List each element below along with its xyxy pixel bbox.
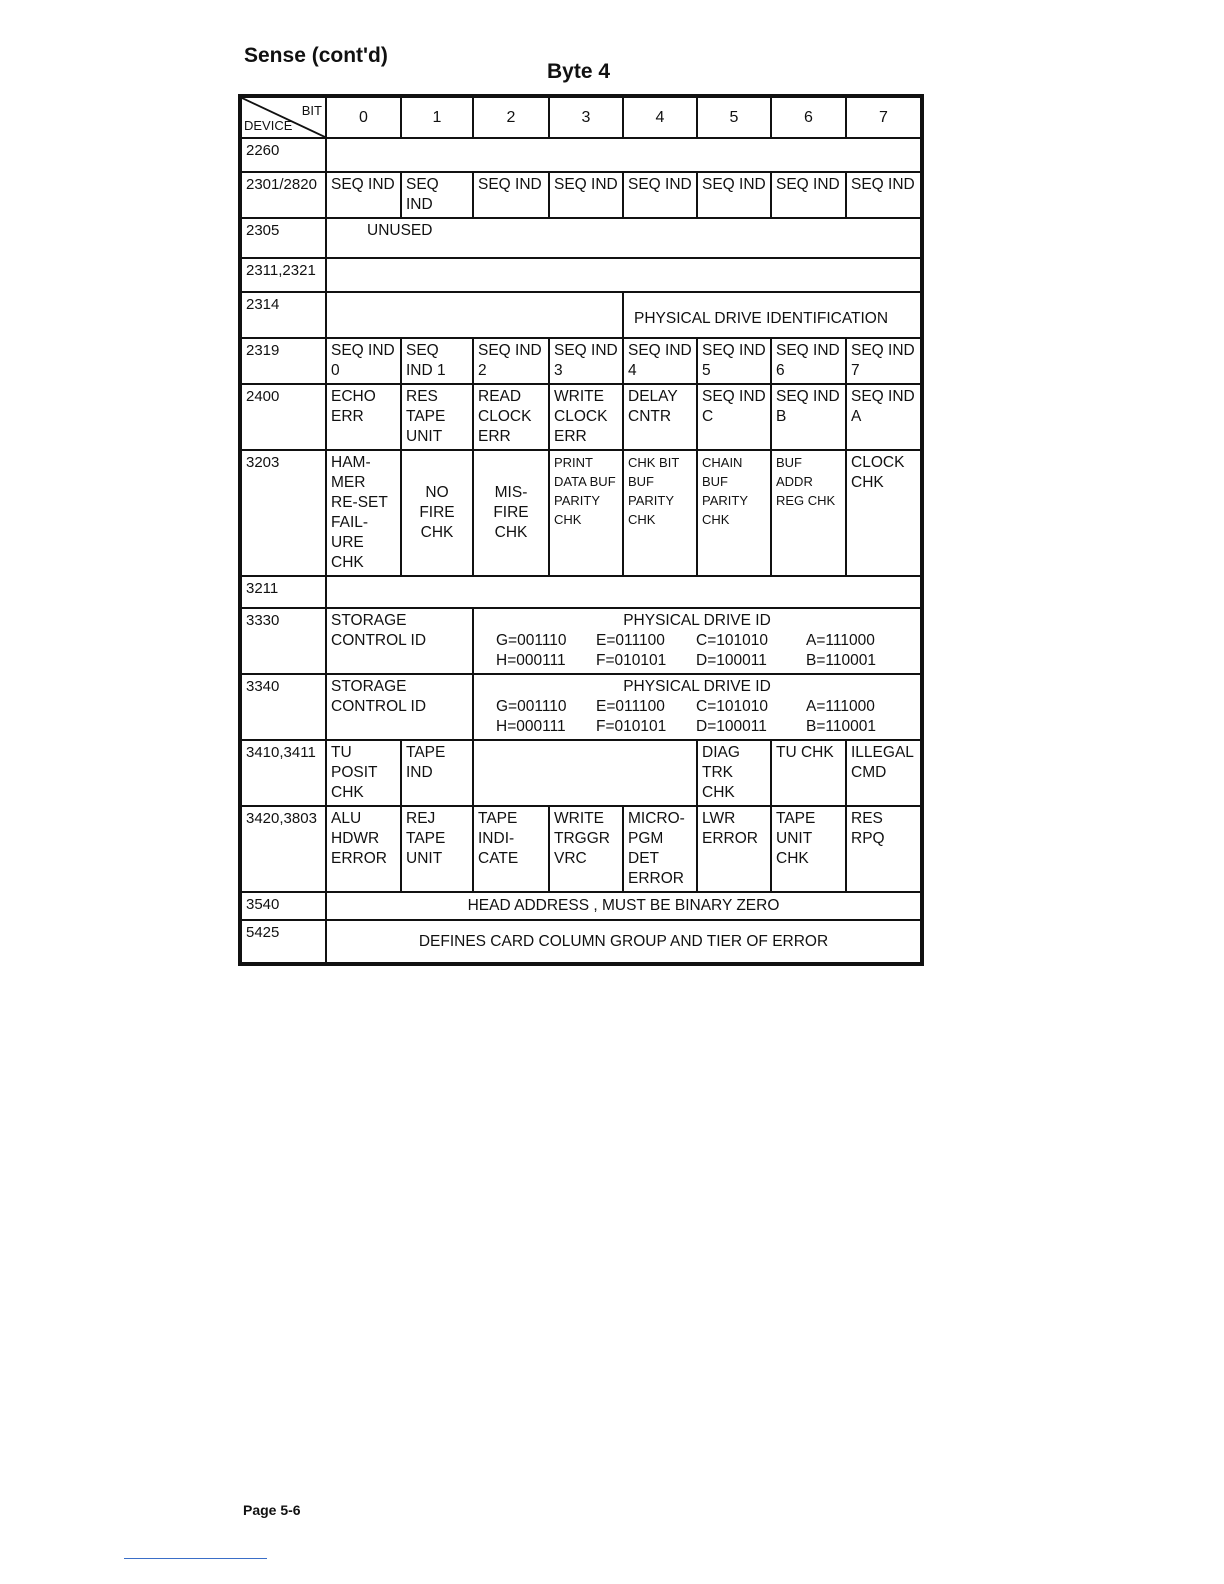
drive-code: D=100011 — [696, 652, 767, 669]
storage-control-id-cell: STORAGE CONTROL ID — [326, 674, 473, 740]
row-2319 — [240, 338, 922, 384]
bit-cell: READ CLOCK ERR — [473, 384, 549, 450]
device-cell: 5425 — [240, 920, 326, 964]
device-cell: 3340 — [240, 674, 326, 740]
device-cell: 3330 — [240, 608, 326, 674]
bit-cell: WRITE CLOCK ERR — [549, 384, 623, 450]
bit-cell: ALU HDWR ERROR — [326, 806, 401, 892]
bit-3-header: 3 — [549, 96, 623, 138]
physical-drive-id-heading: PHYSICAL DRIVE ID — [623, 612, 771, 629]
bit-header-row — [240, 96, 922, 138]
bit-cell: SEQ IND 3 — [549, 338, 623, 384]
drive-code: A=111000 — [806, 698, 875, 715]
empty-cell — [473, 740, 697, 806]
bit-cell: HAM-MER RE-SET FAIL-URE CHK — [326, 450, 401, 576]
bit-cell: SEQ IND 7 — [846, 338, 922, 384]
physical-drive-id-codes-cell — [473, 608, 922, 674]
bit-cell: SEQ IND — [771, 172, 846, 218]
bit-cell: NO FIRE CHK — [401, 450, 473, 576]
row-3420 — [240, 806, 922, 892]
physical-drive-id-heading: PHYSICAL DRIVE ID — [623, 678, 771, 695]
bit-label: BIT — [301, 103, 322, 118]
empty-cell — [326, 138, 922, 172]
bit-cell: SEQ IND — [401, 172, 473, 218]
drive-code: C=101010 — [696, 698, 768, 715]
card-column-cell: DEFINES CARD COLUMN GROUP AND TIER OF ERROR — [326, 920, 922, 964]
bit-cell: SEQ IND — [846, 172, 922, 218]
row-3330 — [240, 608, 922, 674]
device-cell: 2301/2820 — [240, 172, 326, 218]
physical-drive-id-codes-cell — [473, 674, 922, 740]
bit-6-header: 6 — [771, 96, 846, 138]
bit-cell: SEQ IND B — [771, 384, 846, 450]
corner-cell — [240, 96, 326, 138]
row-2400 — [240, 384, 922, 450]
bit-cell: SEQ IND — [623, 172, 697, 218]
row-3340 — [240, 674, 922, 740]
device-cell: 3203 — [240, 450, 326, 576]
drive-code: G=001110 — [496, 632, 567, 649]
bit-cell: SEQ IND — [326, 172, 401, 218]
row-2314 — [240, 292, 922, 338]
drive-code: B=110001 — [806, 652, 876, 669]
bit-cell: ECHO ERR — [326, 384, 401, 450]
page-number: Page 5-6 — [243, 1502, 301, 1518]
bit-cell: TAPE INDI-CATE — [473, 806, 549, 892]
bit-cell: WRITE TRGGR VRC — [549, 806, 623, 892]
head-address-cell: HEAD ADDRESS , MUST BE BINARY ZERO — [326, 892, 922, 920]
drive-code: D=100011 — [696, 718, 767, 735]
row-2311 — [240, 258, 922, 292]
bit-cell: SEQ IND C — [697, 384, 771, 450]
bit-cell: SEQ IND — [697, 172, 771, 218]
bit-cell: CLOCK CHK — [846, 450, 922, 576]
sense-byte4-table — [238, 94, 924, 966]
drive-code-grid — [478, 631, 916, 671]
row-2305 — [240, 218, 922, 258]
bit-cell: PRINT DATA BUF PARITY CHK — [549, 450, 623, 576]
empty-cell — [326, 576, 922, 608]
device-cell: 3420,3803 — [240, 806, 326, 892]
physical-drive-id-cell: PHYSICAL DRIVE IDENTIFICATION — [623, 292, 922, 338]
bit-cell: SEQ IND — [549, 172, 623, 218]
drive-code: F=010101 — [596, 718, 667, 735]
drive-code: F=010101 — [596, 652, 667, 669]
bit-cell: SEQ IND — [473, 172, 549, 218]
row-3203 — [240, 450, 922, 576]
drive-code: E=011100 — [596, 698, 665, 715]
device-cell: 2400 — [240, 384, 326, 450]
device-cell: 3540 — [240, 892, 326, 920]
bit-cell: TAPE UNIT CHK — [771, 806, 846, 892]
device-cell: 2314 — [240, 292, 326, 338]
device-cell: 2305 — [240, 218, 326, 258]
row-3211 — [240, 576, 922, 608]
bit-1-header: 1 — [401, 96, 473, 138]
bit-cell: TU POSIT CHK — [326, 740, 401, 806]
section-title: Sense (cont'd) — [244, 44, 388, 67]
drive-code: E=011100 — [596, 632, 665, 649]
bit-5-header: 5 — [697, 96, 771, 138]
empty-cell — [326, 292, 623, 338]
device-cell: 3410,3411 — [240, 740, 326, 806]
storage-control-id-cell: STORAGE CONTROL ID — [326, 608, 473, 674]
drive-code: G=001110 — [496, 698, 567, 715]
bit-2-header: 2 — [473, 96, 549, 138]
bit-cell: SEQ IND 1 — [401, 338, 473, 384]
bit-cell: DIAG TRK CHK — [697, 740, 771, 806]
drive-code: A=111000 — [806, 632, 875, 649]
drive-code: H=000111 — [496, 652, 566, 669]
bit-cell: SEQ IND 6 — [771, 338, 846, 384]
row-2301 — [240, 172, 922, 218]
unused-cell: UNUSED — [326, 218, 922, 258]
bit-cell: TU CHK — [771, 740, 846, 806]
bit-cell: TAPE IND — [401, 740, 473, 806]
device-cell: 2319 — [240, 338, 326, 384]
device-cell: 3211 — [240, 576, 326, 608]
bit-cell: SEQ IND 0 — [326, 338, 401, 384]
bit-cell: RES RPQ — [846, 806, 922, 892]
drive-code: B=110001 — [806, 718, 876, 735]
row-5425 — [240, 920, 922, 964]
bit-cell: CHAIN BUF PARITY CHK — [697, 450, 771, 576]
bit-cell: CHK BIT BUF PARITY CHK — [623, 450, 697, 576]
bit-cell: SEQ IND 4 — [623, 338, 697, 384]
drive-code: C=101010 — [696, 632, 768, 649]
device-label: DEVICE — [244, 118, 293, 133]
bottom-rule — [124, 1558, 267, 1559]
bit-cell: SEQ IND 5 — [697, 338, 771, 384]
row-2260 — [240, 138, 922, 172]
drive-code: H=000111 — [496, 718, 566, 735]
row-3410 — [240, 740, 922, 806]
bit-cell: BUF ADDR REG CHK — [771, 450, 846, 576]
bit-cell: SEQ IND 2 — [473, 338, 549, 384]
bit-cell: ILLEGAL CMD — [846, 740, 922, 806]
bit-7-header: 7 — [846, 96, 922, 138]
bit-cell: DELAY CNTR — [623, 384, 697, 450]
row-3540 — [240, 892, 922, 920]
bit-cell: LWR ERROR — [697, 806, 771, 892]
byte-title: Byte 4 — [547, 60, 611, 83]
bit-cell: MICRO-PGM DET ERROR — [623, 806, 697, 892]
bit-cell: MIS-FIRE CHK — [473, 450, 549, 576]
bit-cell: RES TAPE UNIT — [401, 384, 473, 450]
device-cell: 2311,2321 — [240, 258, 326, 292]
bit-0-header: 0 — [326, 96, 401, 138]
empty-cell — [326, 258, 922, 292]
bit-4-header: 4 — [623, 96, 697, 138]
drive-code-grid — [478, 697, 916, 737]
bit-cell: SEQ IND A — [846, 384, 922, 450]
device-cell: 2260 — [240, 138, 326, 172]
bit-cell: REJ TAPE UNIT — [401, 806, 473, 892]
